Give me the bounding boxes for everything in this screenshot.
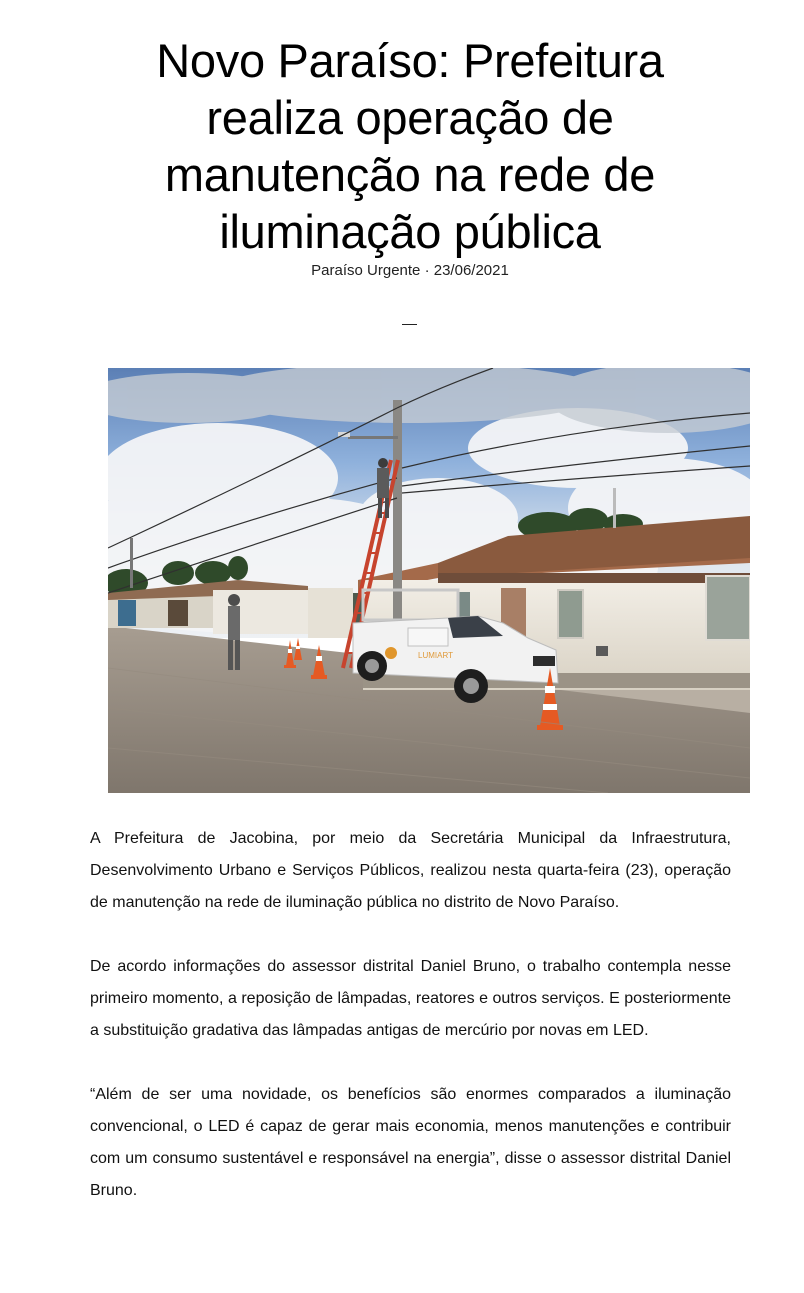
paragraph-2: De acordo informações do assessor distrital Daniel Bruno, o trabalho contempla nesse primeiro momento, a reposição de lâmpadas, reatores e outros serviços. E posteriormente a substituição gradativa das lâmpadas antigas de mercúrio por novas em LED. — [90, 958, 731, 1039]
article-source: Paraíso Urgente — [311, 262, 421, 279]
article-date: 23/06/2021 — [433, 262, 509, 279]
paragraph-1: A Prefeitura de Jacobina, por meio da Secretária Municipal da Infraestrutura, Desenvolvimento Urbano e Serviços Públicos, realizou nesta quarta-feira (23), operação de manutenção na rede de iluminação pública no distrito de Novo Paraíso. — [90, 830, 731, 911]
article-meta — [0, 262, 804, 280]
title-divider — [402, 324, 417, 325]
vehicle-badge-text: LUMIART — [418, 651, 453, 660]
meta-separator: · — [424, 262, 430, 279]
paragraph-3: “Além de ser uma novidade, os benefícios são enormes comparados a iluminação convencional, o LED é capaz de gerar mais economia, menos manutenções e contribuir com um consumo sustentável e responsável na energia”, disse o assessor distrital Daniel Bruno. — [90, 1086, 731, 1199]
article-title: Novo Paraíso: Prefeitura realiza operação de manutenção na rede de iluminação pública — [156, 34, 664, 258]
article-photo — [108, 368, 750, 793]
article-body — [90, 823, 731, 1239]
